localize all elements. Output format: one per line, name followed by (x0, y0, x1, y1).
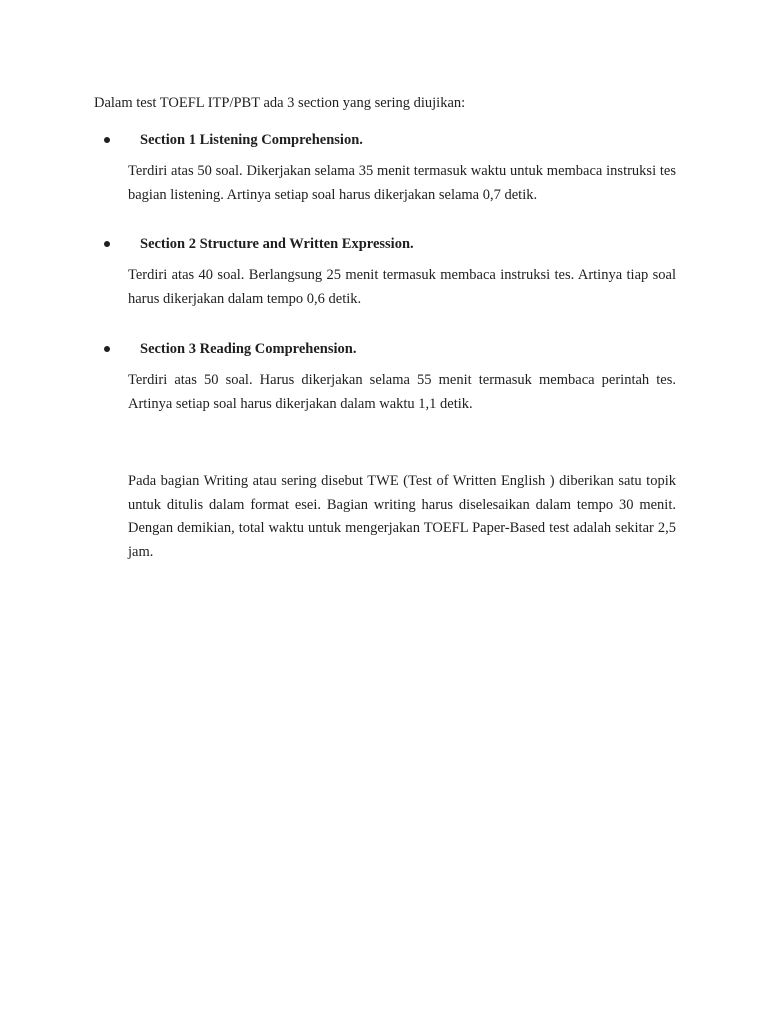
section-item-listening (94, 130, 676, 207)
bullet-icon (104, 241, 110, 247)
section-body: Terdiri atas 40 soal. Berlangsung 25 menit termasuk membaca instruksi tes. Artinya tiap soal harus dikerjakan dalam tempo 0,6 detik. (128, 267, 676, 307)
section-heading-row (94, 234, 676, 254)
section-body: Terdiri atas 50 soal. Harus dikerjakan selama 55 menit termasuk membaca perintah tes. Artinya setiap soal harus dikerjakan dalam waktu 1,1 detik. (128, 372, 676, 412)
intro-paragraph: Dalam test TOEFL ITP/PBT ada 3 section yang sering diujikan: (94, 95, 466, 111)
section-body: Terdiri atas 50 soal. Dikerjakan selama 35 menit termasuk waktu untuk membaca instruksi tes bagian listening. Artinya setiap soal harus dikerjakan selama 0,7 detik. (128, 163, 676, 203)
section-heading-row (94, 130, 676, 150)
bullet-icon (104, 137, 110, 143)
closing-paragraph: Pada bagian Writing atau sering disebut TWE (Test of Written English ) diberikan satu topik untuk ditulis dalam format esei. Bagian writing harus diselesaikan dalam tempo 30 menit. Dengan demikian, total waktu untuk mengerjakan TOEFL Paper-Based test adalah sekitar 2,5 jam. (128, 473, 676, 560)
section-heading: Section 2 Structure and Written Expression. (140, 236, 414, 252)
bullet-icon (104, 346, 110, 352)
section-heading: Section 3 Reading Comprehension. (140, 341, 357, 357)
section-item-structure (94, 234, 676, 311)
section-heading: Section 1 Listening Comprehension. (140, 132, 363, 148)
section-item-reading (94, 339, 676, 416)
section-heading-row (94, 339, 676, 359)
